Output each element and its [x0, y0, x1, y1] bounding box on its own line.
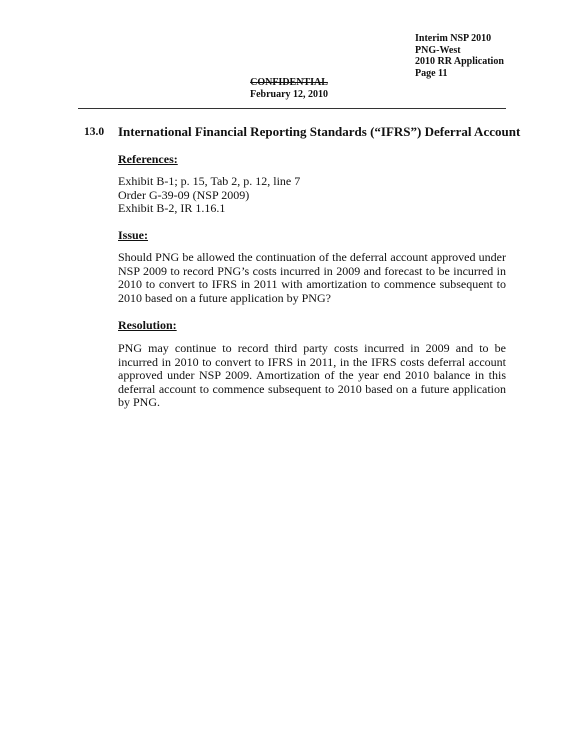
references-list	[118, 175, 506, 216]
header-line-application: 2010 RR Application	[415, 56, 504, 67]
confidential-block	[180, 77, 398, 101]
document-header-block	[415, 33, 504, 79]
reference-item: Exhibit B-2, IR 1.16.1	[118, 201, 226, 215]
issue-heading: Issue:	[118, 228, 149, 242]
section-title: International Financial Reporting Standards (“IFRS”) Deferral Account	[118, 124, 521, 139]
header-line-page: Page 11	[415, 67, 448, 79]
section-number: 13.0	[84, 126, 105, 138]
confidential-label: CONFIDENTIAL	[250, 77, 328, 88]
references-heading: References:	[118, 152, 178, 166]
document-date: February 12, 2010	[249, 89, 329, 100]
header-line-utility: PNG-West	[415, 44, 461, 56]
reference-item: Order G-39-09 (NSP 2009)	[118, 187, 250, 202]
resolution-heading: Resolution:	[118, 318, 177, 332]
reference-item: Exhibit B-1; p. 15, Tab 2, p. 12, line 7	[118, 174, 301, 188]
header-divider	[78, 108, 506, 109]
header-line-proceeding: Interim NSP 2010	[415, 33, 492, 44]
resolution-paragraph: PNG may continue to record third party costs incurred in 2009 and to be incurred in 2010 to convert to IFRS in 2011, in the IFRS costs deferral account approved under NSP 2009. Amortization of the year end 2010 balance in this deferral account to commence subsequent to 2010 based on a future application by PNG.	[118, 341, 506, 409]
issue-paragraph: Should PNG be allowed the continuation of the deferral account approved under NSP 2009 to record PNG’s costs incurred in 2009 and forecast to be incurred in 2010 to convert to IFRS in 2011 with amortization to commence subsequent to 2010 based on a future application by PNG?	[118, 250, 506, 305]
